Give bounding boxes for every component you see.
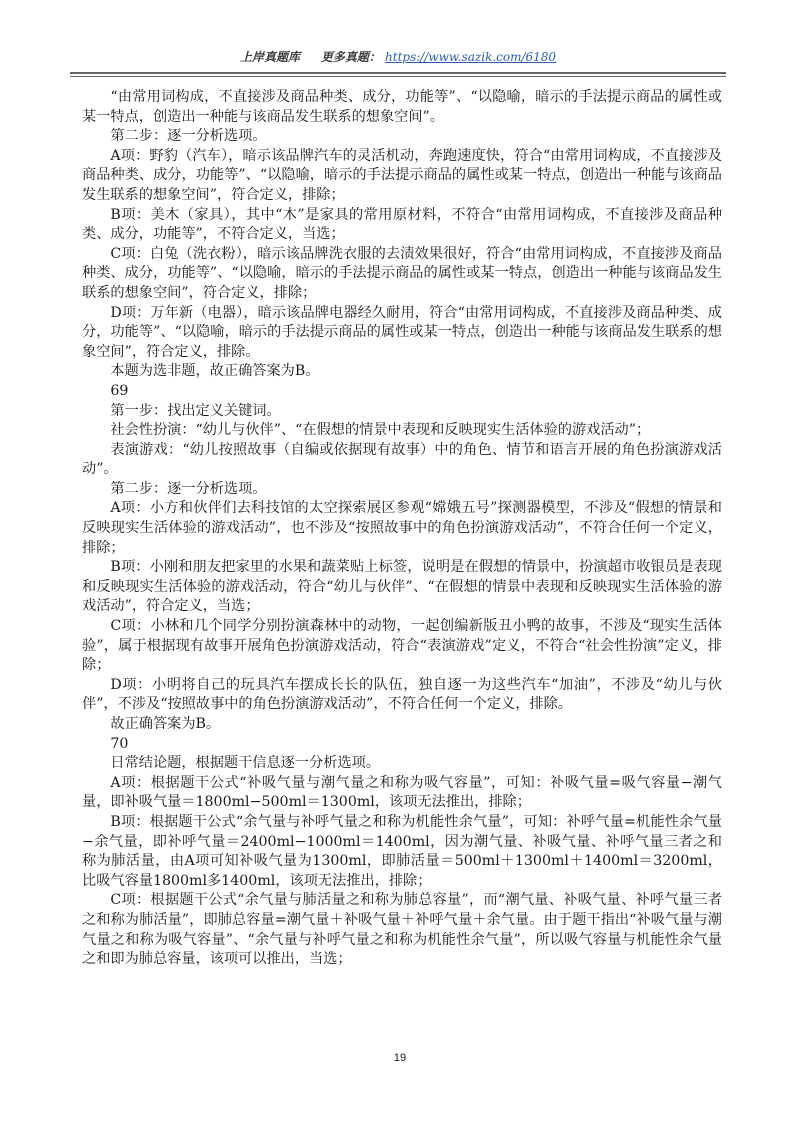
paragraph: 本题为选非题，故正确答案为B。	[110, 363, 320, 380]
paragraph: 第一步：找出定义关键词。	[110, 402, 281, 419]
paragraph: A项：野豹（汽车），暗示该品牌汽车的灵活机动，奔跑速度快，符合“由常用词构成，不直接涉及商品种类、成分，功能等”、“以隐喻，暗示的手法提示商品的属性或某一特点，创造出一种能与该商品发生联系的想象空间”，符合定义，排除；	[82, 147, 722, 203]
paragraph: 第二步：逐一分析选项。	[110, 480, 267, 497]
paragraph: “由常用词构成，不直接涉及商品种类、成分，功能等”、“以隐喻，暗示的手法提示商品的属性或某一特点，创造出一种能与该商品发生联系的想象空间”。	[82, 89, 722, 125]
paragraph: D项：小明将自己的玩具汽车摆成长长的队伍，独自逐一为这些汽车“加油”，不涉及“幼儿与伙伴”，不涉及“按照故事中的角色扮演游戏活动”，不符合任何一个定义，排除。	[82, 676, 722, 713]
paragraph: B项：美木（家具），其中“木”是家具的常用原材料，不符合“由常用词构成，不直接涉及商品种类、成分，功能等”，不符合定义，当选；	[82, 206, 722, 243]
paragraph: B项：小刚和朋友把家里的水果和蔬菜贴上标签，说明是在假想的情景中，扮演超市收银员是表现和反映现实生活体验的游戏活动，符合“幼儿与伙伴”、“在假想的情景中表现和反映现实生活体验的游戏活动”，符合定义，当选；	[82, 559, 722, 615]
header-link[interactable]: https://www.sazik.com/6180	[385, 50, 557, 64]
paragraph: 社会性扮演：“幼儿与伙伴”、“在假想的情景中表现和反映现实生活体验的游戏活动”；	[110, 422, 651, 439]
question-number: 70	[110, 735, 129, 752]
paragraph: 日常结论题，根据题干信息逐一分析选项。	[110, 755, 380, 772]
header-divider	[70, 72, 726, 77]
document-body	[82, 88, 722, 970]
paragraph: D项：万年新（电器），暗示该品牌电器经久耐用，符合“由常用词构成，不直接涉及商品种类、成分，功能等”、“以隐喻，暗示的手法提示商品的属性或某一特点，创造出一种能与该商品发生联系的想象空间”，符合定义，排除。	[82, 304, 722, 360]
page-header	[70, 48, 726, 70]
paragraph: C项：小林和几个同学分别扮演森林中的动物，一起创编新版丑小鸭的故事，不涉及“现实生活体验”，属于根据现有故事开展角色扮演游戏活动，符合“表演游戏”定义，不符合“社会性扮演”定义，排除；	[82, 618, 722, 674]
page-number: 19	[393, 1052, 407, 1064]
paragraph: C项：根据题干公式“余气量与肺活量之和称为肺总容量”，而“潮气量、补吸气量、补呼气量三者之和称为肺活量”，即肺总容量=潮气量＋补吸气量＋补呼气量＋余气量。由于题干指出“补吸气量与潮气量之和称为吸气容量”、“余气量与补呼气量之和称为机能性余气量”，所以吸气容量与机能性余气量之和即为肺总容量，该项可以推出，当选；	[82, 892, 722, 968]
question-number: 69	[110, 382, 129, 399]
header-title: 上岸真题库	[239, 50, 300, 64]
paragraph: B项：根据题干公式“余气量与补呼气量之和称为机能性余气量”，可知：补呼气量=机能性余气量−余气量，即补呼气量＝2400ml−1000ml＝1400ml，因为潮气量、补吸气量、补呼气量三者之和称为肺活量，由A项可知补吸气量为1300ml，即肺活量＝500ml＋1300ml＋1400ml＝3200ml，比吸气容量1800ml多1400ml，该项无法推出，排除；	[82, 813, 722, 889]
header-more-label: 更多真题：	[320, 50, 381, 64]
paragraph: 表演游戏：“幼儿按照故事（自编或依据现有故事）中的角色、情节和语言开展的角色扮演游戏活动”。	[82, 441, 722, 478]
paragraph: A项：小方和伙伴们去科技馆的太空探索展区参观“嫦娥五号”探测器模型，不涉及“假想的情景和反映现实生活体验的游戏活动”，也不涉及“按照故事中的角色扮演游戏活动”，不符合任何一个定义，排除；	[82, 500, 722, 556]
paragraph: 第二步：逐一分析选项。	[110, 128, 267, 145]
paragraph: 故正确答案为B。	[110, 716, 221, 732]
paragraph: A项：根据题干公式“补吸气量与潮气量之和称为吸气容量”，可知：补吸气量=吸气容量−潮气量，即补吸气量＝1800ml−500ml＝1300ml，该项无法推出，排除；	[82, 774, 722, 811]
paragraph: C项：白兔（洗衣粉），暗示该品牌洗衣服的去渍效果很好，符合“由常用词构成，不直接涉及商品种类、成分，功能等”、“以隐喻，暗示的手法提示商品的属性或某一特点，创造出一种能与该商品发生联系的想象空间”，符合定义，排除；	[82, 245, 722, 301]
